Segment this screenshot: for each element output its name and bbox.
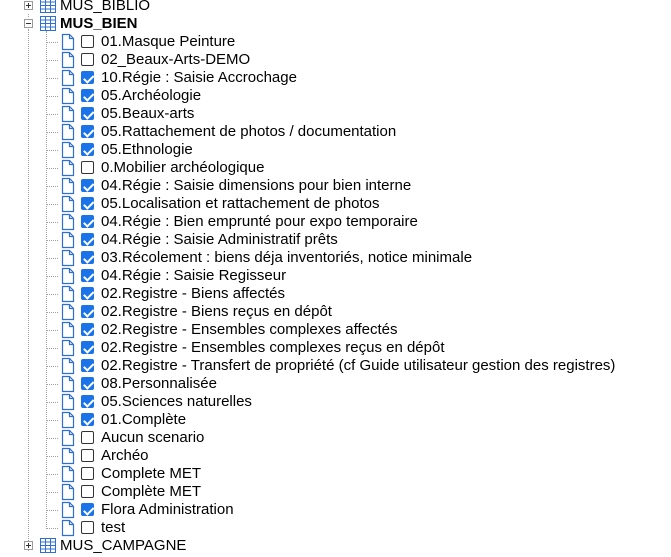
tree-connector [28, 29, 29, 551]
document-icon [60, 393, 75, 411]
scenario-checkbox[interactable] [81, 377, 94, 390]
scenario-label[interactable]: 03.Récolement : biens déja inventoriés, notice minimale [101, 249, 473, 266]
scenario-item [0, 267, 671, 285]
tree-connector [46, 60, 58, 61]
scenario-checkbox[interactable] [81, 413, 94, 426]
scenario-label[interactable]: 05.Ethnologie [101, 141, 193, 158]
document-icon [60, 321, 75, 339]
scenario-item [0, 213, 671, 231]
scenario-label[interactable]: test [101, 519, 126, 536]
scenario-checkbox[interactable] [81, 35, 94, 48]
tree-connector [46, 42, 58, 43]
scenario-label[interactable]: 04.Régie : Saisie Administratif prêts [101, 231, 338, 248]
scenario-checkbox[interactable] [81, 107, 94, 120]
scenario-checkbox[interactable] [81, 395, 94, 408]
scenario-item [0, 87, 671, 105]
scenario-checkbox[interactable] [81, 197, 94, 210]
tree-connector [46, 96, 58, 97]
scenario-item [0, 411, 671, 429]
database-node[interactable] [0, 15, 671, 33]
scenario-checkbox[interactable] [81, 323, 94, 336]
document-icon [60, 51, 75, 69]
scenario-checkbox[interactable] [81, 287, 94, 300]
scenario-checkbox[interactable] [81, 467, 94, 480]
scenario-label[interactable]: 04.Régie : Bien emprunté pour expo temporaire [101, 213, 418, 230]
scenario-checkbox[interactable] [81, 341, 94, 354]
scenario-checkbox[interactable] [81, 503, 94, 516]
scenario-label[interactable]: 05.Archéologie [101, 87, 202, 104]
database-label[interactable]: MUS_BIBLIO [60, 0, 151, 14]
scenario-label[interactable]: 05.Localisation et rattachement de photos [101, 195, 380, 212]
scenario-item [0, 375, 671, 393]
tree-connector [46, 222, 58, 223]
scenario-label[interactable]: 02.Registre - Transfert de propriété (cf Guide utilisateur gestion des registres) [101, 357, 616, 374]
tree-connector [46, 114, 58, 115]
document-icon [60, 267, 75, 285]
scenario-checkbox[interactable] [81, 179, 94, 192]
scenario-item [0, 51, 671, 69]
tree-connector [46, 168, 58, 169]
scenario-checkbox[interactable] [81, 89, 94, 102]
document-icon [60, 141, 75, 159]
document-icon [60, 69, 75, 87]
tree-connector [46, 240, 58, 241]
tree-connector [46, 348, 58, 349]
scenario-checkbox[interactable] [81, 53, 94, 66]
scenario-checkbox[interactable] [81, 305, 94, 318]
tree-connector [46, 31, 47, 529]
document-icon [60, 483, 75, 501]
scenario-item [0, 483, 671, 501]
tree-connector [46, 276, 58, 277]
document-icon [60, 249, 75, 267]
document-icon [60, 339, 75, 357]
tree-connector [46, 330, 58, 331]
scenario-item [0, 393, 671, 411]
scenario-checkbox[interactable] [81, 233, 94, 246]
tree-connector [46, 420, 58, 421]
scenario-label[interactable]: 01.Complète [101, 411, 187, 428]
tree-connector [46, 312, 58, 313]
scenario-label[interactable]: 05.Sciences naturelles [101, 393, 252, 410]
scenario-item [0, 285, 671, 303]
scenario-item [0, 249, 671, 267]
scenario-label[interactable]: Archéo [101, 447, 149, 464]
table-icon [40, 0, 56, 13]
scenario-label[interactable]: 02.Registre - Biens affectés [101, 285, 285, 302]
tree-connector [46, 204, 58, 205]
scenario-label[interactable]: 05.Rattachement de photos / documentation [101, 123, 397, 140]
scenario-checkbox[interactable] [81, 269, 94, 282]
document-icon [60, 285, 75, 303]
scenario-item [0, 177, 671, 195]
tree-connector [46, 510, 58, 511]
document-icon [60, 303, 75, 321]
database-label[interactable]: MUS_CAMPAGNE [60, 537, 187, 554]
tree-connector [46, 384, 58, 385]
scenario-item [0, 357, 671, 375]
document-icon [60, 177, 75, 195]
expand-toggle[interactable] [24, 541, 33, 550]
scenario-item [0, 447, 671, 465]
tree-connector [46, 132, 58, 133]
scenario-checkbox[interactable] [81, 143, 94, 156]
document-icon [60, 447, 75, 465]
scenario-checkbox[interactable] [81, 449, 94, 462]
scenario-item [0, 519, 671, 537]
tree-connector [46, 258, 58, 259]
document-icon [60, 465, 75, 483]
scenario-label[interactable]: Flora Administration [101, 501, 234, 518]
scenario-item [0, 159, 671, 177]
scenario-label[interactable]: 10.Régie : Saisie Accrochage [101, 69, 297, 86]
tree-connector [46, 492, 58, 493]
scenario-label[interactable]: Complète MET [101, 483, 202, 500]
tree-connector [46, 186, 58, 187]
scenario-label[interactable]: 08.Personnalisée [101, 375, 217, 392]
document-icon [60, 231, 75, 249]
scenario-label[interactable]: 02_Beaux-Arts-DEMO [101, 51, 251, 68]
scenario-label[interactable]: 04.Régie : Saisie dimensions pour bien interne [101, 177, 412, 194]
document-icon [60, 33, 75, 51]
document-icon [60, 501, 75, 519]
database-node[interactable] [0, 0, 671, 15]
document-icon [60, 213, 75, 231]
scenario-item [0, 501, 671, 519]
scenario-item [0, 69, 671, 87]
document-icon [60, 429, 75, 447]
scenario-checkbox[interactable] [81, 71, 94, 84]
scenario-label[interactable]: 01.Masque Peinture [101, 33, 236, 50]
database-label[interactable]: MUS_BIEN [60, 15, 138, 32]
scenario-item [0, 339, 671, 357]
scenario-checkbox[interactable] [81, 485, 94, 498]
scenario-item [0, 303, 671, 321]
tree-connector [46, 150, 58, 151]
scenario-label[interactable]: Aucun scenario [101, 429, 205, 446]
scenario-item [0, 429, 671, 447]
scenario-item [0, 123, 671, 141]
tree-connector [46, 294, 58, 295]
scenario-label[interactable]: 02.Registre - Biens reçus en dépôt [101, 303, 332, 320]
tree-connector [46, 528, 58, 529]
scenario-checkbox[interactable] [81, 161, 94, 174]
document-icon [60, 87, 75, 105]
document-icon [60, 123, 75, 141]
tree-connector [46, 474, 58, 475]
scenario-checkbox[interactable] [81, 215, 94, 228]
scenario-item [0, 195, 671, 213]
scenario-checkbox[interactable] [81, 521, 94, 534]
scenario-item [0, 33, 671, 51]
scenario-checkbox[interactable] [81, 359, 94, 372]
document-icon [60, 105, 75, 123]
document-icon [60, 357, 75, 375]
scenario-label[interactable]: 04.Régie : Saisie Regisseur [101, 267, 287, 284]
scenario-item [0, 105, 671, 123]
scenario-checkbox[interactable] [81, 125, 94, 138]
document-icon [60, 159, 75, 177]
collapse-toggle[interactable] [24, 19, 33, 28]
tree-connector [46, 402, 58, 403]
scenario-label[interactable]: 02.Registre - Ensembles complexes reçus en dépôt [101, 339, 445, 356]
scenario-label[interactable]: 0.Mobilier archéologique [101, 159, 265, 176]
table-icon [40, 16, 56, 31]
document-icon [60, 195, 75, 213]
scenario-label[interactable]: Complete MET [101, 465, 202, 482]
scenario-label[interactable]: 05.Beaux-arts [101, 105, 195, 122]
scenario-item [0, 231, 671, 249]
document-icon [60, 375, 75, 393]
tree-connector [46, 456, 58, 457]
scenario-item [0, 321, 671, 339]
scenario-checkbox[interactable] [81, 251, 94, 264]
scenario-item [0, 465, 671, 483]
tree-connector [46, 78, 58, 79]
tree-connector [46, 366, 58, 367]
scenario-item [0, 141, 671, 159]
expand-toggle[interactable] [24, 1, 33, 10]
table-icon [40, 538, 56, 553]
scenario-label[interactable]: 02.Registre - Ensembles complexes affectés [101, 321, 398, 338]
scenario-checkbox[interactable] [81, 431, 94, 444]
document-icon [60, 411, 75, 429]
document-icon [60, 519, 75, 537]
tree-connector [46, 438, 58, 439]
database-node[interactable] [0, 537, 671, 555]
